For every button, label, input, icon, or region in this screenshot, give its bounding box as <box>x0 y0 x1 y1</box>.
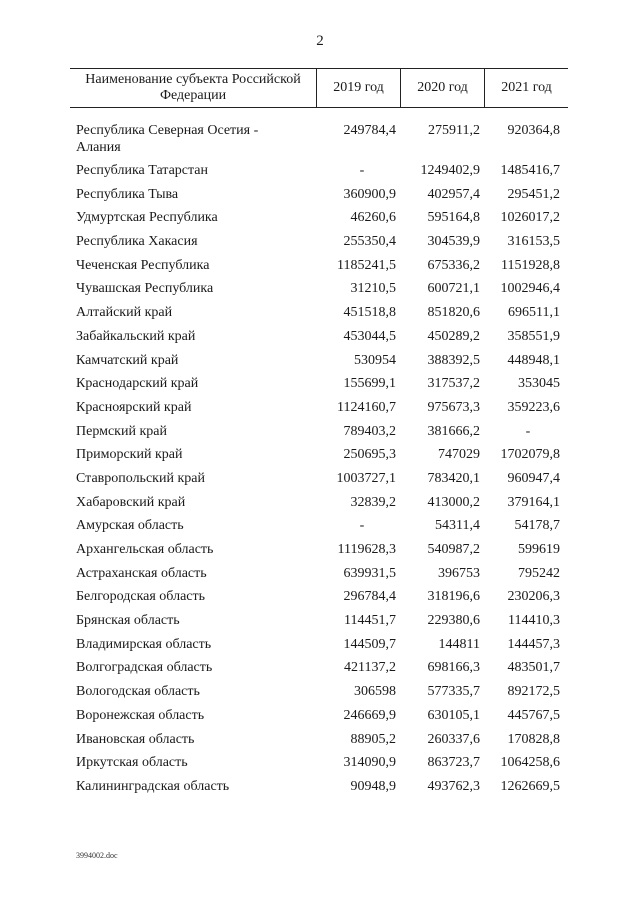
value-2019-cell: 246669,9 <box>343 707 396 723</box>
value-2020-cell: 413000,2 <box>427 494 480 510</box>
value-2019-cell: 255350,4 <box>343 234 396 250</box>
region-cell: Удмуртская Республика <box>76 210 218 226</box>
value-2021-cell: 920364,8 <box>507 123 560 138</box>
document-filename: 3994002.doc <box>76 851 118 860</box>
region-cell: Воронежская область <box>76 707 205 723</box>
value-2020-cell: 851820,6 <box>427 305 480 321</box>
region-cell: Республика Северная Осетия - Алания <box>76 123 259 155</box>
region-cell: Вологодская область <box>76 684 200 700</box>
region-cell: Калининградская область <box>76 778 230 794</box>
column-header-2020: 2020 год <box>400 69 484 107</box>
table-row <box>0 233 640 257</box>
value-2019-cell: 306598 <box>354 684 396 700</box>
table-row <box>0 375 640 399</box>
region-cell: Ставропольский край <box>76 470 205 486</box>
region-cell: Приморский край <box>76 447 183 463</box>
region-cell: Республика Татарстан <box>76 163 209 178</box>
table-row <box>0 423 640 447</box>
table-row <box>0 612 640 636</box>
value-2020-cell: 388392,5 <box>427 352 480 368</box>
value-2021-cell: 114410,3 <box>508 613 560 629</box>
value-2019-cell: 421137,2 <box>344 660 396 676</box>
table-row <box>0 754 640 778</box>
table-row <box>0 209 640 233</box>
value-2019-cell: 639931,5 <box>343 565 396 581</box>
value-2019-cell: 451518,8 <box>343 305 396 321</box>
table-row <box>0 280 640 304</box>
value-2021-cell: 295451,2 <box>507 186 560 202</box>
table-row <box>0 304 640 328</box>
value-2019-cell: - <box>359 518 365 534</box>
table-row <box>0 731 640 755</box>
value-2020-cell: 630105,1 <box>427 707 480 723</box>
value-2019-cell: 31210,5 <box>350 281 396 297</box>
table-row <box>0 588 640 612</box>
value-2021-cell: 483501,7 <box>507 660 560 676</box>
table-row <box>0 122 640 162</box>
value-2021-cell: 170828,8 <box>507 731 560 747</box>
value-2021-cell: 795242 <box>518 565 560 581</box>
value-2021-cell: 1151928,8 <box>501 257 560 273</box>
region-cell: Архангельская область <box>76 542 214 557</box>
value-2021-cell: 230206,3 <box>507 589 560 605</box>
region-cell: Иркутская область <box>76 755 188 771</box>
value-2021-cell: 960947,4 <box>507 470 560 486</box>
value-2020-cell: 304539,9 <box>427 234 480 250</box>
region-cell: Астраханская область <box>76 565 207 581</box>
value-2019-cell: 32839,2 <box>350 494 396 510</box>
value-2021-cell: 599619 <box>518 542 560 557</box>
table-row <box>0 352 640 376</box>
value-2021-cell: 353045 <box>518 376 560 392</box>
region-cell: Алтайский край <box>76 305 173 321</box>
value-2019-cell: 250695,3 <box>343 447 396 463</box>
value-2020-cell: 317537,2 <box>427 376 480 392</box>
region-cell: Ивановская область <box>76 731 195 747</box>
value-2020-cell: 381666,2 <box>427 423 480 439</box>
region-cell: Амурская область <box>76 518 184 534</box>
table-row <box>0 659 640 683</box>
value-2019-cell: 530954 <box>354 352 396 368</box>
value-2020-cell: 975673,3 <box>427 399 480 415</box>
value-2019-cell: 1003727,1 <box>336 470 396 486</box>
value-2019-cell: 314090,9 <box>343 755 396 771</box>
value-2020-cell: 675336,2 <box>427 257 480 273</box>
column-header-2021: 2021 год <box>484 69 568 107</box>
value-2019-cell: 789403,2 <box>343 423 396 439</box>
value-2020-cell: 450289,2 <box>427 328 480 344</box>
table-row <box>0 446 640 470</box>
value-2019-cell: 46260,6 <box>350 210 396 226</box>
value-2020-cell: 396753 <box>438 565 480 581</box>
table-row <box>0 494 640 518</box>
value-2021-cell: 359223,6 <box>507 399 560 415</box>
value-2019-cell: 296784,4 <box>343 589 396 605</box>
region-cell: Чеченская Республика <box>76 257 210 273</box>
table-row <box>0 636 640 660</box>
value-2021-cell: 1002946,4 <box>500 281 560 297</box>
value-2019-cell: 155699,1 <box>343 376 396 392</box>
value-2020-cell: 577335,7 <box>427 684 480 700</box>
value-2021-cell: 54178,7 <box>514 518 560 534</box>
value-2021-cell: 1485416,7 <box>500 163 560 178</box>
table-row <box>0 257 640 281</box>
value-2020-cell: 540987,2 <box>427 542 480 557</box>
value-2021-cell: 379164,1 <box>507 494 560 510</box>
value-2021-cell: 448948,1 <box>507 352 560 368</box>
region-cell: Владимирская область <box>76 636 212 652</box>
value-2021-cell: - <box>525 423 531 439</box>
value-2021-cell: 696511,1 <box>508 305 560 321</box>
region-cell: Брянская область <box>76 613 180 629</box>
table-row <box>0 778 640 802</box>
value-2021-cell: 892172,5 <box>507 684 560 700</box>
value-2020-cell: 275911,2 <box>428 123 480 138</box>
value-2019-cell: 90948,9 <box>350 778 396 794</box>
value-2021-cell: 316153,5 <box>507 234 560 250</box>
value-2019-cell: 249784,4 <box>343 123 396 138</box>
region-cell: Забайкальский край <box>76 328 196 344</box>
region-cell: Волгоградская область <box>76 660 213 676</box>
value-2019-cell: 144509,7 <box>343 636 396 652</box>
value-2019-cell: 1119628,3 <box>337 542 396 557</box>
value-2020-cell: 595164,8 <box>427 210 480 226</box>
value-2020-cell: 493762,3 <box>427 778 480 794</box>
table-row <box>0 328 640 352</box>
value-2021-cell: 358551,9 <box>507 328 560 344</box>
value-2020-cell: 863723,7 <box>427 755 480 771</box>
value-2019-cell: 453044,5 <box>343 328 396 344</box>
value-2019-cell: 88905,2 <box>350 731 396 747</box>
region-cell: Хабаровский край <box>76 494 186 510</box>
value-2021-cell: 445767,5 <box>507 707 560 723</box>
value-2020-cell: 229380,6 <box>427 613 480 629</box>
value-2020-cell: 144811 <box>438 636 480 652</box>
table-body <box>0 122 640 802</box>
table-row <box>0 707 640 731</box>
value-2020-cell: 402957,4 <box>427 186 480 202</box>
region-cell: Краснодарский край <box>76 376 199 392</box>
value-2020-cell: 747029 <box>438 447 480 463</box>
table-header <box>70 68 568 108</box>
value-2019-cell: 1185241,5 <box>337 257 396 273</box>
value-2021-cell: 1026017,2 <box>500 210 560 226</box>
value-2021-cell: 1702079,8 <box>500 447 560 463</box>
value-2020-cell: 600721,1 <box>427 281 480 297</box>
table-row <box>0 399 640 423</box>
value-2019-cell: 114451,7 <box>344 613 396 629</box>
table-row <box>0 186 640 210</box>
column-header-region: Наименование субъекта Российской Федерации <box>85 72 301 103</box>
table-row <box>0 517 640 541</box>
page-number: 2 <box>316 33 324 49</box>
region-cell: Чувашская Республика <box>76 281 214 297</box>
value-2019-cell: 360900,9 <box>343 186 396 202</box>
table-row <box>0 162 640 186</box>
value-2020-cell: 698166,3 <box>427 660 480 676</box>
value-2020-cell: 260337,6 <box>427 731 480 747</box>
value-2020-cell: 783420,1 <box>427 470 480 486</box>
value-2019-cell: 1124160,7 <box>337 399 396 415</box>
value-2020-cell: 54311,4 <box>435 518 480 534</box>
region-cell: Республика Хакасия <box>76 234 198 250</box>
region-cell: Камчатский край <box>76 352 179 368</box>
column-header-2019: 2019 год <box>316 69 400 107</box>
value-2020-cell: 1249402,9 <box>420 163 480 178</box>
table-row <box>0 683 640 707</box>
value-2020-cell: 318196,6 <box>427 589 480 605</box>
table-row <box>0 470 640 494</box>
region-cell: Пермский край <box>76 423 167 439</box>
region-cell: Белгородская область <box>76 589 206 605</box>
region-cell: Республика Тыва <box>76 186 179 202</box>
value-2019-cell: - <box>359 163 365 178</box>
table-row <box>0 565 640 589</box>
table-row <box>0 541 640 565</box>
value-2021-cell: 144457,3 <box>507 636 560 652</box>
value-2021-cell: 1262669,5 <box>500 778 560 794</box>
region-cell: Красноярский край <box>76 399 192 415</box>
value-2021-cell: 1064258,6 <box>500 755 560 771</box>
